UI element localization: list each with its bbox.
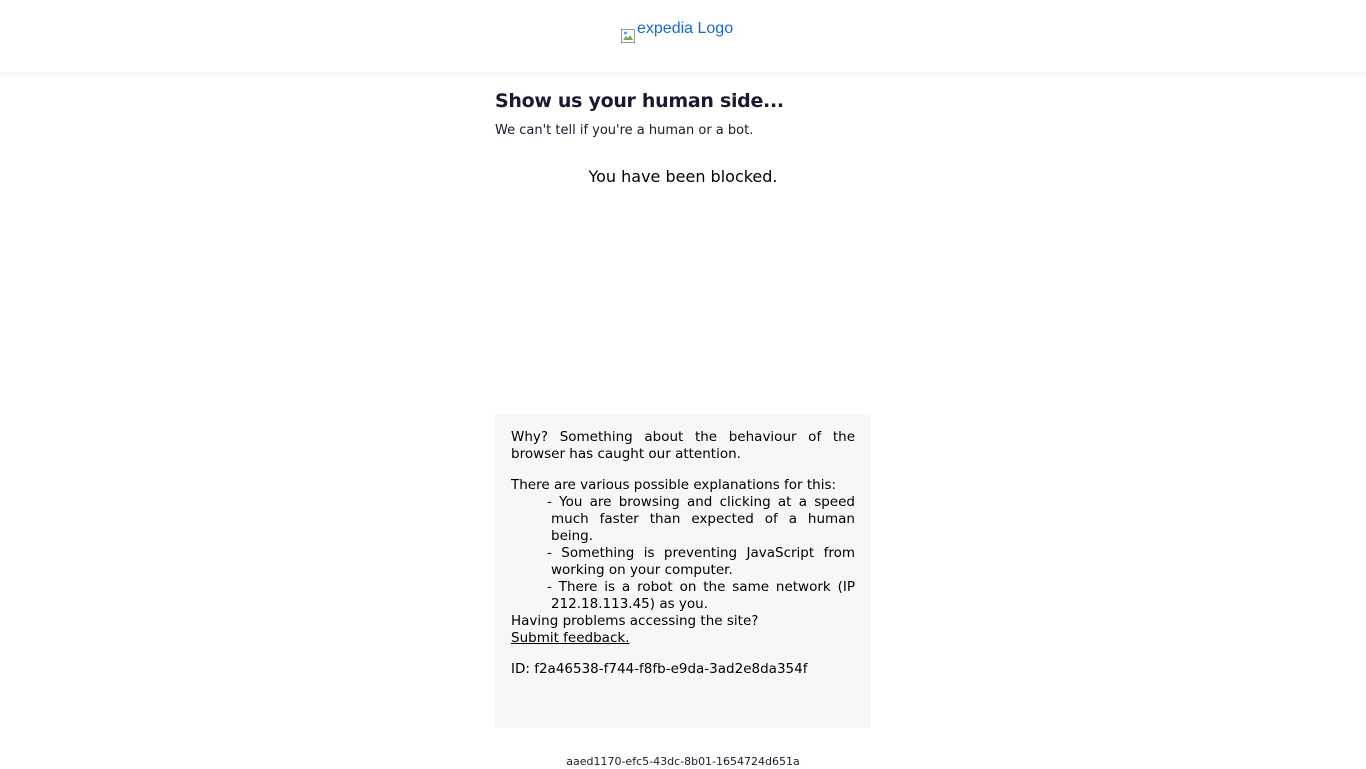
explanations-intro: There are various possible explanations for this: [511, 477, 837, 493]
logo-alt-text: expedia Logo [637, 20, 734, 37]
block-id: ID: f2a46538-f744-f8fb-e9da-3ad2e8da354f [511, 661, 808, 677]
problems-text: Having problems accessing the site? [511, 613, 759, 629]
blocked-message: You have been blocked. [588, 167, 778, 186]
why-text: Why? Something about the behaviour of the browser has caught our attention. [511, 429, 855, 462]
reason-item: - You are browsing and clicking at a speed much faster than expected of a human being. [547, 494, 855, 544]
footer-reference-id: aaed1170-efc5-43dc-8b01-1654724d651a [566, 755, 800, 768]
page-header [0, 0, 1366, 72]
expedia-logo[interactable] [621, 20, 733, 44]
submit-feedback-link[interactable]: Submit feedback. [511, 630, 630, 646]
page-subtitle: We can't tell if you're a human or a bot. [495, 123, 754, 138]
block-info-panel [495, 414, 871, 728]
reason-item: - Something is preventing JavaScript from working on your computer. [547, 545, 855, 578]
page-title: Show us your human side... [495, 90, 784, 112]
reasons-list [511, 494, 855, 613]
broken-image-icon [621, 29, 635, 43]
challenge-intro [495, 86, 871, 140]
reason-item: - There is a robot on the same network (IP 212.18.113.45) as you. [547, 579, 855, 612]
